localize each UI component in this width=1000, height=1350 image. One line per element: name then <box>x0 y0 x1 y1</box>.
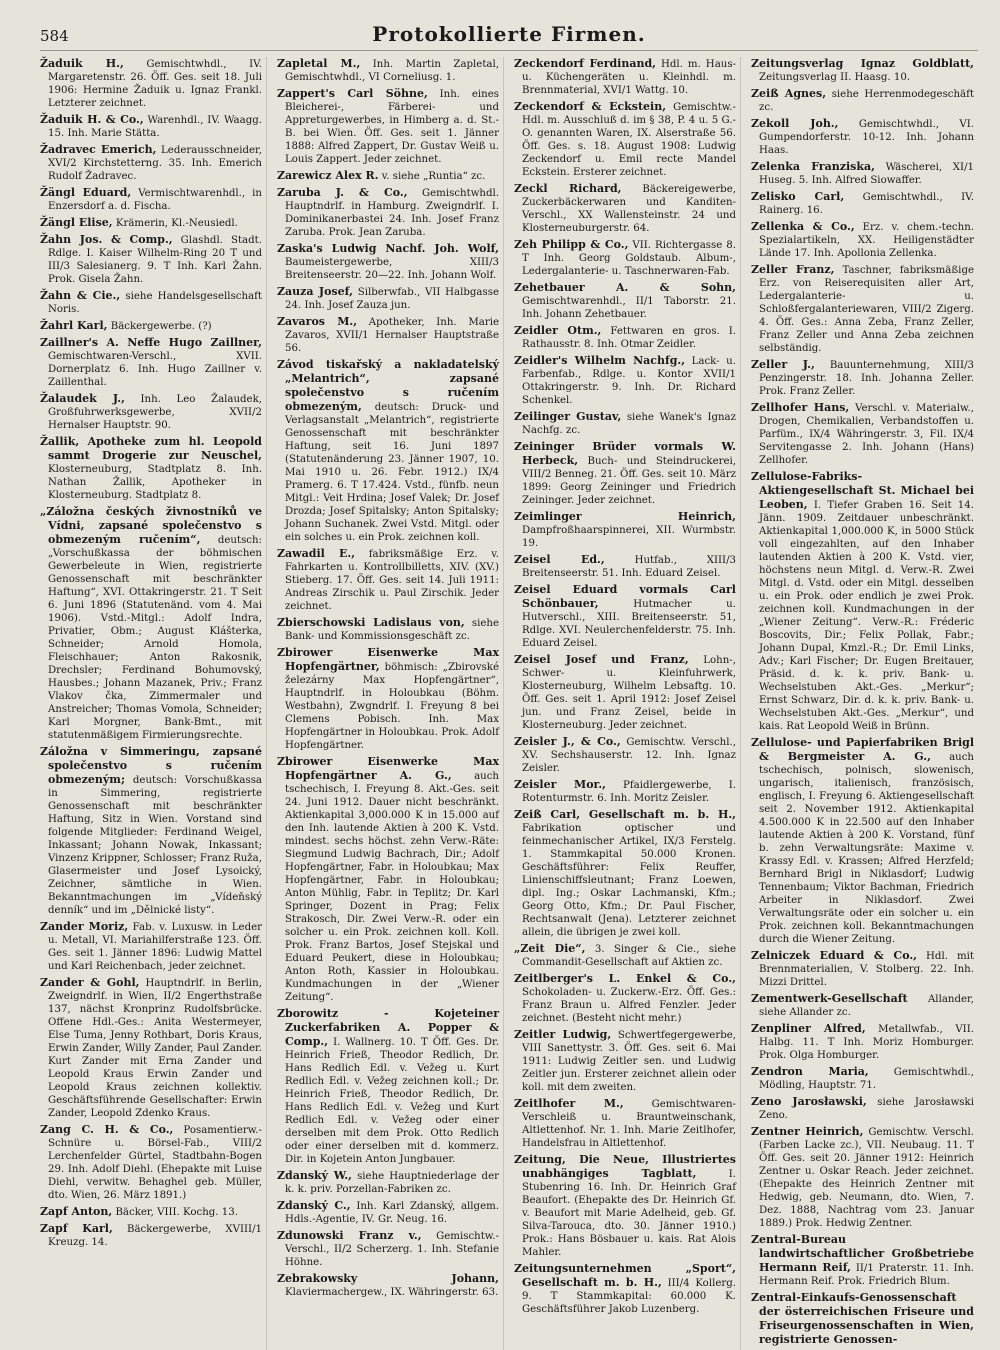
firm-details: siehe Hauptniederlage der k. k. priv. Porzellan-Fabriken zc. <box>285 1171 499 1195</box>
firm-name: Zbirower Eisenwerke Max Hopfengärtner, <box>277 646 499 673</box>
columns <box>40 57 978 1346</box>
firm-name: Žängl Eduard, <box>40 186 132 199</box>
firm-entry <box>751 736 974 946</box>
firm-details: Verschl. v. Materialw., Drogen, Chemikalien, Verbandstoffen u. Parfüm., IX/4 Währingerstr. 3, Fil. IX/4 Servitengasse 2. Inh. Johann (Hans) Zellhofer. <box>759 403 974 466</box>
firm-details: Pfaidlergewerbe, I. Rotenturmstr. 6. Inh. Moritz Zeisler. <box>522 780 736 804</box>
firm-details: Gemischtwhdl., VI. Gumpendorferstr. 10-12. Inh. Johann Haas. <box>759 119 974 156</box>
firm-name: „Zeit Die“, <box>514 942 586 955</box>
firm-entry <box>40 216 262 230</box>
firm-name: Zeno Jarosławski, <box>751 1095 867 1108</box>
firm-name: Zebrakowsky Johann, <box>277 1272 499 1285</box>
page-header <box>40 22 978 51</box>
firm-details: Bäckereigewerbe, Zuckerbäckerwaren und Kanditen-Verschl., XX Wallensteinstr. 24 und Klosterneuburgerstr. 64. <box>522 184 736 234</box>
firm-details: Bäckergewerbe. (?) <box>110 321 212 332</box>
firm-entry <box>514 1028 736 1094</box>
firm-entry <box>751 1065 974 1092</box>
firm-entry <box>277 1169 499 1196</box>
firm-name: Závod tiskařský a nakladatelský „Melantrich“, zapsané společenstvo s ručením obmezeným, <box>277 358 499 413</box>
firm-name: Zang C. H. & Co., <box>40 1123 174 1136</box>
firm-details: Bauunternehmung, XIII/3 Penzingerstr. 18. Inh. Johanna Zeller. Prok. Franz Zeller. <box>759 360 974 397</box>
firm-entry <box>40 435 262 502</box>
firm-entry <box>40 392 262 432</box>
firm-name: Zelniczek Eduard & Co., <box>751 949 917 962</box>
firm-name: Zeiß Carl, Gesellschaft m. b. H., <box>514 808 736 821</box>
firm-details: Glashdl. Stadt. Rdlge. I. Kaiser Wilhelm-Ring 20 T und III/3 Salesianerg. 9. T Inh. Karl Žahn. Prok. Gisela Žahn. <box>48 235 262 285</box>
firm-details: Buch- und Steindruckerei, VIII/2 Benneg. 21. Öff. Ges. seit 10. März 1899: Georg Zeininger und Friedrich Zeininger. Jeder zeichnet. <box>522 456 736 506</box>
firm-name: Zentral-Bureau landwirtschaftlicher Großbetriebe Hermann Reif, <box>751 1233 974 1274</box>
firm-entry <box>277 1272 499 1299</box>
firm-entry <box>751 190 974 217</box>
firm-entry <box>751 263 974 355</box>
firm-name: Žaduik H., <box>40 57 124 70</box>
firm-entry <box>751 1125 974 1230</box>
firm-entry <box>514 440 736 507</box>
firm-details: Gemischtw. Verschl. (Farben Lacke zc.), VII. Neubaug. 11. T Öff. Ges. seit 20. Jänner 1912: Heinrich Zentner u. Oskar Reach. Jeder zeichnet. (Ehepakte des Heinrich Zentner mit Hedwig, geb. Neumann, dto. Wien, 7. Dez. 1888, Nachtrag vom 23. Januar 1889.) Prok. Hedwig Zentner. <box>759 1127 974 1229</box>
firm-name: Zeimlinger Heinrich, <box>514 510 736 523</box>
firm-details: siehe Jarosławski Zeno. <box>759 1097 974 1121</box>
firm-details: III/4 Kollerg. 9. T Stammkapital: 60.000 K. Geschäftsführer Jakob Luzenberg. <box>522 1278 736 1315</box>
firm-details: Lohn-, Schwer- u. Kleinfuhrwerk, Klosterneuburg, Wilhelm Lebsaftg. 10. Öff. Ges. seit 1. April 1912: Josef Zeisel jun. und Franz Zeisel, beide in Klosterneuburg. Jeder zeichnet. <box>522 655 736 731</box>
firm-details: Hauptndrlf. in Berlin, Zweigndrlf. in Wien, II/2 Engerthstraße 137, nächst Kronprinz Rudolfsbrücke. Offene Hdl.-Ges.: Anita Westermeyer, Else Tuma, Jenny Rothbart, Doris Kraus, Erwin Zander, Willy Zander, Paul Zander. Kurt Zander mit Erna Zander und Leopold Kraus Erwin Zander und Leopold Kraus zeichnen kollektiv. Geschäftsführende Gesellschafter: Erwin Zander, Leopold Zdenko Kraus. <box>48 978 262 1119</box>
firm-details: Bäcker, VIII. Kochg. 13. <box>115 1207 238 1218</box>
firm-details: Zeitungsverlag II. Haasg. 10. <box>759 72 911 83</box>
firm-entry <box>40 1205 262 1219</box>
firm-entry <box>277 57 499 84</box>
column-2 <box>277 57 504 1350</box>
firm-entry <box>514 735 736 775</box>
firm-name: Zeitlberger's L. Enkel & Co., <box>514 972 736 985</box>
firm-name: Zbierschowski Ladislaus von, <box>277 616 465 629</box>
firm-details: Gemischtwhdl., IV. Rainerg. 16. <box>759 192 974 216</box>
firm-name: Zapletal M., <box>277 57 361 70</box>
firm-name: Zeilinger Gustav, <box>514 410 622 423</box>
firm-entry <box>514 281 736 321</box>
firm-details: Apotheker, Inh. Marie Zavaros, XVII/1 Hernalser Hauptstraße 56. <box>285 317 499 354</box>
firm-details: Baumeistergewerbe, XIII/3 Breitenseerstr. 20—22. Inh. Johann Wolf. <box>285 257 499 281</box>
firm-details: Hutfab., XIII/3 Breitenseerstr. 51. Inh. Eduard Zeisel. <box>522 555 736 579</box>
firm-details: II/1 Praterstr. 11. Inh. Hermann Reif. Prok. Friedrich Blum. <box>759 1263 974 1287</box>
firm-name: Zeitungsverlag Ignaz Goldblatt, <box>751 57 974 70</box>
firm-name: Žahn Jos. & Comp., <box>40 233 173 246</box>
firm-details: Gemischtwhdl. Hauptndrlf. in Hamburg. Zweigndrlf. I. Dominikanerbastei 24. Inh. Josef Franz Zaruba. Prok. Jean Zaruba. <box>285 188 499 238</box>
firm-name: Zeitler Ludwig, <box>514 1028 612 1041</box>
firm-name: Zenpliner Alfred, <box>751 1022 866 1035</box>
firm-entry <box>514 410 736 437</box>
firm-entry <box>40 1123 262 1202</box>
firm-details: Gemischtw. Verschl., XV. Sechshauserstr. 12. Inh. Ignaz Zeisler. <box>522 737 736 774</box>
firm-details: I. Wallnerg. 10. T Öff. Ges. Dr. Heinrich Frieß, Theodor Redlich, Dr. Hans Redlich Edl. v. Vežeg u. Kurt Redlich Edl. v. Vežeg zeichnen koll.; Dr. Heinrich Frieß, Theodor Redlich, Dr. Hans Redlich Edl. v. Vežeg und Kurt Redlich Edl. v. Vežeg oder einer derselben mit dem Prok. Otto Redlich oder einer derselben mit d. kommerz. Dir. in Kojetein Anton Jungbauer. <box>285 1037 499 1165</box>
firm-name: Zdanský W., <box>277 1169 352 1182</box>
firm-details: deutsch: „Vorschußkassa der böhmischen Gewerbeleute in Wien, registrierte Genossenschaft mit beschränkter Haftung“, XVI. Ottakringerstr. 21. T Seit 6. Juni 1896 (Statutenänd. vom 4. Mai 1906). Vstd.-Mitgl.: Adolf Indra, Privatier, Obm.; August Klášterka, Schneider; Arnold Homola, Fleischhauer; Anton Rakosnik, Drechsler; Ferdinand Bohumovský, Hausbes.; Johann Mazanek, Priv.; Franz Vlakov čka, Zimmermaler und Anstreicher; Thomas Vomola, Schneider; Karl Morgner, Bank-Bmt., mit statutenmäßigem Firmierungsrechte. <box>48 535 262 741</box>
firm-name: Zeisel Ed., <box>514 553 605 566</box>
firm-entry <box>40 57 262 110</box>
firm-entry <box>751 949 974 989</box>
firm-details: Warenhdl., IV. Waagg. 15. Inh. Marie Stätta. <box>48 115 262 139</box>
firm-details: Inh. Leo Žalaudek, Großfuhrwerksgewerbe, XVII/2 Hernalser Hauptstr. 90. <box>48 394 262 431</box>
firm-details: I. Tiefer Graben 16. Seit 14. Jänn. 1909. Zeitdauer unbeschränkt. Aktienkapital 1,000.000 K, in 5000 Stück voll eingezahlten, auf den Inhaber lautenden Aktien à 200 K. Vstd. vier, höchstens neun Mitgl. d. Verw.-R. Zwei Mitgl. d. Vstd. oder ein Mitgl. desselben u. ein Prok. oder endlich je zwei Prok. zeichnen koll. Kundmachungen in der „Wiener Zeitung“. Verw.-R.: Fréderic Boscovits, Dir.; Felix Pollak, Fabr.; Johann Dupal, Kmzl.-R.; Dr. Emil Links, Adv.; Karl Fischer; Dr. Eugen Breitauer, Präsid. d. k. k. priv. Bank- u. Wechselstuben Akt.-Ges. „Merkur“; Ernst Schwarz, Dir. d. k. k. priv. Bank- u. Wechselstuben Akt.-Ges. „Merkur“, und kais. Rat Leopold Weiß in Brünn. <box>759 500 974 732</box>
firm-name: Žahn & Cie., <box>40 289 121 302</box>
firm-entry <box>751 401 974 467</box>
firm-entry <box>40 505 262 742</box>
firm-name: Žaduik H. & Co., <box>40 113 144 126</box>
firm-entry <box>514 1262 736 1316</box>
firm-details: siehe Bank- und Kommissionsgeschäft zc. <box>285 618 499 642</box>
firm-entry <box>514 583 736 650</box>
firm-entry <box>514 653 736 732</box>
firm-name: Zeisel Eduard vormals Carl Schönbauer, <box>514 583 736 610</box>
firm-name: Zeiß Agnes, <box>751 87 827 100</box>
firm-name: Zekoll Joh., <box>751 117 839 130</box>
firm-details: Krämerin, Kl.-Neusiedl. <box>115 218 238 229</box>
firm-entry <box>277 646 499 752</box>
firm-name: Zaska's Ludwig Nachf. Joh. Wolf, <box>277 242 499 255</box>
firm-entry <box>514 238 736 278</box>
firm-name: Zander & Gohl, <box>40 976 140 989</box>
firm-details: Gemischtwhdl., Mödling, Hauptstr. 71. <box>759 1067 974 1091</box>
firm-details: Lederausschneider, XVI/2 Kirchstetterng. 35. Inh. Emerich Rudolf Žadravec. <box>48 145 262 182</box>
firm-details: Klaviermachergew., IX. Währingerstr. 63. <box>285 1287 499 1298</box>
firm-entry <box>40 289 262 316</box>
firm-details: Vermischtwarenhdl., in Enzersdorf a. d. Fischa. <box>48 188 262 212</box>
firm-details: Metallwfab., VII. Halbg. 11. T Inh. Moriz Homburger. Prok. Olga Homburger. <box>759 1024 974 1061</box>
firm-details: Fettwaren en gros. I. Rathausstr. 8. Inh. Otmar Zeidler. <box>522 326 736 350</box>
firm-entry <box>514 324 736 351</box>
firm-name: Zellhofer Hans, <box>751 401 850 414</box>
firm-name: Zehetbauer A. & Sohn, <box>514 281 736 294</box>
firm-entry <box>514 1153 736 1259</box>
firm-details: böhmisch: „Zbirovské železárny Max Hopfengärtner“, Hauptndrlf. in Holoubkau (Böhm. Westbahn), Zwgndrlf. I. Freyung 8 bei Clemens Pobisch. Inh. Max Hopfengärtner in Holoubkau. Prok. Adolf Hopfengärtner. <box>285 662 499 751</box>
column-3 <box>514 57 741 1350</box>
firm-name: Zeitlhofer M., <box>514 1097 624 1110</box>
firm-name: Zendron Maria, <box>751 1065 869 1078</box>
firm-name: Žängl Elise, <box>40 216 113 229</box>
firm-details: Inh. Karl Zdanský, allgem. Hdls.-Agentie, IV. Gr. Neug. 16. <box>285 1201 499 1225</box>
firm-name: Zaillner's A. Neffe Hugo Zaillner, <box>40 336 262 349</box>
firm-entry <box>277 285 499 312</box>
firm-name: Zawadil E., <box>277 547 356 560</box>
firm-details: Schokoladen- u. Zuckerw.-Erz. Öff. Ges.: Franz Braun u. Alfred Fenzler. Jeder zeichnet. (Besteht nicht mehr.) <box>522 987 736 1024</box>
firm-details: Klosterneuburg, Stadtplatz 8. Inh. Nathan Žallik, Apotheker in Klosterneuburg. Stadtplatz 8. <box>48 464 262 501</box>
firm-entry <box>514 57 736 97</box>
firm-entry <box>751 1095 974 1122</box>
firm-entry <box>514 553 736 580</box>
firm-name: Žadravec Emerich, <box>40 143 157 156</box>
firm-entry <box>277 1229 499 1269</box>
firm-entry <box>751 220 974 260</box>
firm-details: Taschner, fabriksmäßige Erz. von Reiserequisiten aller Art, Ledergalanterie- u. Schloßfergalanteriewaren, VIII/2 Zigerg. 4. Öff. Ges.: Anna Zeba, Franz Zeller, Franz Zeller und Anna Zeba zeichnen selbständig. <box>759 265 974 354</box>
firm-name: Zdanský C., <box>277 1199 351 1212</box>
firm-entry <box>277 186 499 239</box>
firm-entry <box>277 547 499 613</box>
firm-name: Žallik, Apotheke zum hl. Leopold sammt Drogerie zur Neuschel, <box>40 435 262 462</box>
firm-name: Zeisel Josef und Franz, <box>514 653 689 666</box>
firm-name: Žalaudek J., <box>40 392 125 405</box>
firm-name: Zeckendorf & Eckstein, <box>514 100 667 113</box>
firm-entry <box>751 87 974 114</box>
firm-name: Zementwerk-Gesellschaft <box>751 992 908 1005</box>
firm-entry <box>751 1291 974 1347</box>
firm-details: deutsch: Vorschußkassa in Simmering, registrierte Genossenschaft mit beschränkter Haftung, Sitz in Wien. Vorstand sind folgende Mitglieder: Ferdinand Weigel, Inkassant; Johann Nowak, Inkassant; Vinzenz Krippner, Schlosser; Franz Ruža, Glasermeister und Josef Lysoický, Zeichner, sämtliche in Wien. Bekanntmachungen im „Vídeňský denník“ und im „Dělnické listy“. <box>48 775 262 916</box>
firm-entry <box>514 1097 736 1150</box>
firm-entry <box>277 755 499 1004</box>
firm-entry <box>514 510 736 550</box>
firm-name: Zaruba J. & Co., <box>277 186 408 199</box>
firm-entry <box>40 233 262 286</box>
firm-entry <box>277 87 499 166</box>
column-1 <box>40 57 267 1350</box>
firm-details: Bäckergewerbe, XVIII/1 Kreuzg. 14. <box>48 1224 262 1248</box>
firm-name: Zeller J., <box>751 358 815 371</box>
firm-name: Zborowitz - Kojeteiner Zuckerfabriken A. Popper & Comp., <box>277 1007 499 1048</box>
firm-details: Hdl. m. Haus- u. Küchengeräten u. Kleinhdl. m. Brennmaterial, XVI/1 Wattg. 10. <box>522 59 736 96</box>
firm-details: Gemischtwaren-Verschl., XVII. Dornerplatz 6. Inh. Hugo Zaillner v. Zaillenthal. <box>48 351 262 388</box>
firm-name: Zeitung, Die Neue, Illustriertes unabhängiges Tagblatt, <box>514 1153 736 1180</box>
firm-details: fabriksmäßige Erz. v. Fahrkarten u. Kontrollbilletts, XIV. (XV.) Stieberg. 17. Öff. Ges. seit 14. Juli 1911: Andreas Zirschik u. Paul Zirschik. Jeder zeichnet. <box>285 549 499 612</box>
firm-name: Zeitungsunternehmen „Sport“, Gesellschaft m. b. H., <box>514 1262 736 1289</box>
firm-name: Zeh Philipp & Co., <box>514 238 629 251</box>
firm-entry <box>40 976 262 1120</box>
firm-name: Zbirower Eisenwerke Max Hopfengärtner A. G., <box>277 755 499 782</box>
firm-entry <box>751 1022 974 1062</box>
firm-entry <box>277 1199 499 1226</box>
firm-name: Záložna v Simmeringu, zapsané společenstvo s ručením obmezeným; <box>40 745 262 786</box>
firm-entry <box>277 1007 499 1166</box>
firm-name: „Záložna českých živnostníků ve Vídni, zapsané společenstvo s obmezeným ručením“, <box>40 505 262 546</box>
firm-details: Fab. v. Luxusw. in Leder u. Metall, VI. Mariahilferstraße 123. Öff. Ges. seit 1. Jänner 1896: Ludwig Mattel und Karl Reichenbach, jeder zeichnet. <box>48 922 262 972</box>
firm-entry <box>514 778 736 805</box>
firm-name: Zelenka Franziska, <box>751 160 875 173</box>
firm-details: auch tschechisch, polnisch, slowenisch, ungarisch, italienisch, französisch, englisch, I. Freyung 6. Aktiengesellschaft seit 2. November 1912. Aktienkapital 4.500.000 K in 22.500 auf den Inhaber lautende Aktien à 200 K. Vorstand, fünf b. zehn Verwaltungsräte: Maxime v. Krassy Edl. v. Krassen; Alfred Herzfeld; Bernhard Brigl in Niklasdorf; Ludwig Tennenbaum; Viktor Bachman, Friedrich Arbeiter in Niklasdorf. Zwei Verwaltungsräte oder ein solcher u. ein Prok. zeichnen koll. Bekanntmachungen durch die Wiener Zeitung. <box>759 752 974 945</box>
firm-entry <box>751 470 974 733</box>
firm-details: Inh. Martin Zapletal, Gemischtwhdl., VI Corneliusg. 1. <box>285 59 500 83</box>
firm-entry <box>751 117 974 157</box>
firm-details: deutsch: Druck- und Verlagsanstalt „Melantrich“, registrierte Genossenschaft mit beschränkter Haftung, seit 16. Juni 1897 (Statutenänderung 23. Jänner 1907, 10. Mai 1910 u. 26. Febr. 1912.) IX/4 Pramerg. 6. T 17.424. Vstd., fünfb. neun Mitgl.: Veit Hrdina; Josef Valek; Dr. Josef Drozda; Josef Spitalsky; Anton Spitalsky; Johann Suchanek. Zwei Vstd. Mitgl. oder ein solches u. ein Prok. zeichnen koll. <box>285 402 499 543</box>
firm-entry <box>40 113 262 140</box>
firm-entry <box>514 182 736 235</box>
firm-details: siehe Herrenmodegeschäft zc. <box>759 89 974 113</box>
firm-entry <box>277 315 499 355</box>
firm-name: Zellulose-Fabriks-Aktiengesellschaft St. Michael bei Leoben, <box>751 470 974 511</box>
firm-details: I. Stubenring 16. Inh. Dr. Heinrich Graf Beaufort. (Ehepakte des Dr. Heinrich Gf. v. Beaufort mit Marie Adelheid, geb. Gf. Silva-Tarouca, dto. 30. Jänner 1910.) Prok.: Hans Bösbauer u. kais. Rat Alois Mahler. <box>522 1169 736 1258</box>
firm-entry <box>751 160 974 187</box>
firm-details: Inh. eines Bleicherei-, Färberei- und Appreturgewerbes, in Himberg a. d. St.-B. bei Wien. Öff. Ges. seit 1. Jänner 1888: Alfred Zappert, Dr. Gustav Weiß u. Louis Zappert. Jeder zeichnet. <box>285 89 499 165</box>
firm-entry <box>40 186 262 213</box>
firm-entry <box>751 358 974 398</box>
firm-name: Zellenka & Co., <box>751 220 855 233</box>
firm-entry <box>40 336 262 389</box>
firm-name: Zeidler Otm., <box>514 324 602 337</box>
firm-entry <box>40 143 262 183</box>
firm-name: Zeisler Mor., <box>514 778 606 791</box>
firm-name: Zeckendorf Ferdinand, <box>514 57 657 70</box>
firm-details: VII. Richtergasse 8. T Inh. Georg Goldstaub. Album-, Ledergalanterie- u. Taschnerwaren-Fab. <box>522 240 736 277</box>
firm-entry <box>514 100 736 179</box>
firm-entry <box>514 808 736 939</box>
firm-entry <box>751 992 974 1019</box>
firm-entry <box>514 972 736 1025</box>
running-title: Protokollierte Firmen. <box>372 22 646 46</box>
firm-name: Zelisko Carl, <box>751 190 845 203</box>
firm-name: Zeckl Richard, <box>514 182 622 195</box>
firm-entry <box>277 169 499 183</box>
firm-entry <box>277 616 499 643</box>
firm-entry <box>40 319 262 333</box>
firm-details: auch tschechisch, I. Freyung 8. Akt.-Ges. seit 24. Juni 1912. Dauer nicht beschränkt. Aktienkapital 3,000.000 K in 15.000 auf den Inh. lautende Aktien à 200 K. Vstd. mindest. sechs höchst. zehn Verw.-Räte: Siegmund Ludwig Bachrach, Dir.; Adolf Hopfengärtner, Fabr. in Holoubkau; Max Hopfengärtner, Fabr. in Holoubkau; Anton Mühlig, Fabr. in Teplitz; Dr. Karl Springer, Dozent in Prag; Felix Strakosch, Dir. Zwei Verw.-R. oder ein solcher u. ein Prok. zeichnen koll. Koll. Prok. Franz Bartos, Josef Stejskal und Eduard Peukert, diese in Holoubkau; Anton Roth, Kassier in Holoubkau. Kundmachungen in der „Wiener Zeitung“. <box>285 771 499 1003</box>
firm-details: Lack- u. Farbenfab., Rdlge. u. Kontor XVII/1 Ottakringerstr. 9. Inh. Dr. Richard Schenkel. <box>522 356 736 406</box>
firm-entry <box>40 920 262 973</box>
firm-details: Hutmacher u. Hutverschl., XIII. Breitenseerstr. 51, Rdlge. XVI. Neulerchenfelderstr. 75. Inh. Eduard Zeisel. <box>522 599 736 649</box>
firm-details: siehe Wanek's Ignaz Nachfg. zc. <box>522 412 736 436</box>
firm-details: Allander, siehe Allander zc. <box>759 994 974 1018</box>
firm-name: Zdunowski Franz v., <box>277 1229 422 1242</box>
firm-name: Žahrl Karl, <box>40 319 108 332</box>
firm-entry <box>514 354 736 407</box>
firm-name: Zappert's Carl Söhne, <box>277 87 428 100</box>
firm-name: Zavaros M., <box>277 315 358 328</box>
firm-details: Gemischtwaren-Verschleiß u. Brauntweinschank, Altlettenhof. Nr. 1. Inh. Marie Zeitlhofer, Handelsfrau in Altlettenhof. <box>522 1099 736 1149</box>
firm-name: Zarewicz Alex R. <box>277 169 379 182</box>
firm-name: Zeller Franz, <box>751 263 835 276</box>
firm-details: Hdl. mit Brennmaterialien, V. Stolberg. 22. Inh. Mizzi Drittel. <box>759 951 974 988</box>
firm-name: Zeidler's Wilhelm Nachfg., <box>514 354 686 367</box>
firm-details: Gemischtwhdl., IV. Margaretenstr. 26. Öff. Ges. seit 18. Juli 1906: Hermine Žaduik u. Ignaz Frankl. Letzterer zeichnet. <box>48 59 262 109</box>
firm-name: Zellulose- und Papierfabriken Brigl & Bergmeister A. G., <box>751 736 974 763</box>
firm-entry <box>751 1233 974 1288</box>
firm-entry <box>40 1222 262 1249</box>
firm-entry <box>514 942 736 969</box>
firm-name: Zander Moriz, <box>40 920 129 933</box>
firm-details: siehe Handelsgesellschaft Noris. <box>48 291 262 315</box>
column-4 <box>751 57 978 1350</box>
firm-details: Silberwfab., VII Halbgasse 24. Inh. Josef Zauza jun. <box>285 287 499 311</box>
firm-details: Erz. v. chem.-techn. Spezialartikeln, XX. Heiligenstädter Lände 17. Inh. Apollonia Zellenka. <box>759 222 974 259</box>
firm-details: Posamentierw.-Schnüre u. Börsel-Fab., VIII/2 Lerchenfelder Gürtel, Stadtbahn-Bogen 29. Inh. Adolf Diehl. (Ehepakte mit Luise Diehl, verwitw. Behaghel geb. Müller, dto. Wien, 26. März 1891.) <box>48 1125 262 1201</box>
firm-details: Wäscherei, XI/1 Huseg. 5. Inh. Alfred Siowaffer. <box>759 162 974 186</box>
firm-entry <box>277 242 499 282</box>
firm-name: Zeisler J., & Co., <box>514 735 621 748</box>
firm-name: Zauza Josef, <box>277 285 353 298</box>
firm-name: Zapf Karl, <box>40 1222 113 1235</box>
page-number: 584 <box>40 27 69 45</box>
firm-details: Gemischtw.-Hdl. m. Ausschluß d. im § 38, P. 4 u. 5 G.-O. genannten Waren, IX. Alserstraße 56. Öff. Ges. s. 18. August 1908: Ludwig Zeckendorf u. Emil recte Mandel Eckstein. Ersterer zeichnet. <box>522 102 736 178</box>
firm-details: Schwertfegergewerbe, VIII Sanettystr. 3. Öff. Ges. seit 6. Mai 1911: Ludwig Zeitler sen. und Ludwig Zeitler jun. Ersterer zeichnet allein oder koll. mit dem zweiten. <box>522 1030 736 1093</box>
firm-entry <box>751 57 974 84</box>
firm-details: v. siehe „Runtia“ zc. <box>381 171 486 182</box>
firm-entry <box>40 745 262 917</box>
firm-details: Gemischtw.-Verschl., II/2 Scherzerg. 1. Inh. Stefanie Höhne. <box>285 1231 499 1268</box>
firm-details: Fabrikation optischer und feinmechanischer Artikel, IX/3 Ferstelg. 1. Stammkapital 50.000 Kronen. Geschäftsführer: Felix Reuffer, Linienschiffsleutnant; Franz Loewen, dipl. Ing.; Oskar Lachmanski, Kfm.; Georg Otto, Kfm.; Dr. Paul Fischer, Rechtsanwalt (Jena). Letzterer zeichnet allein, die übrigen je zwei koll. <box>522 823 736 938</box>
firm-name: Zentral-Einkaufs-Genossenschaft der österreichischen Friseure und Friseurgenossenschaften in Wien, registrierte Genossen- <box>751 1291 974 1346</box>
firm-entry <box>277 358 499 544</box>
firm-name: Zentner Heinrich, <box>751 1125 864 1138</box>
firm-name: Zapf Anton, <box>40 1205 113 1218</box>
firm-details: Dampfroßhaarspinnerei, XII. Wurmbstr. 19. <box>522 525 736 549</box>
firm-details: 3. Singer & Cie., siehe Commandit-Gesellschaft auf Aktien zc. <box>522 944 736 968</box>
firm-name: Zeininger Brüder vormals W. Herbeck, <box>514 440 736 467</box>
firm-details: Gemischtwarenhdl., II/1 Taborstr. 21. Inh. Johann Zehetbauer. <box>522 296 736 320</box>
